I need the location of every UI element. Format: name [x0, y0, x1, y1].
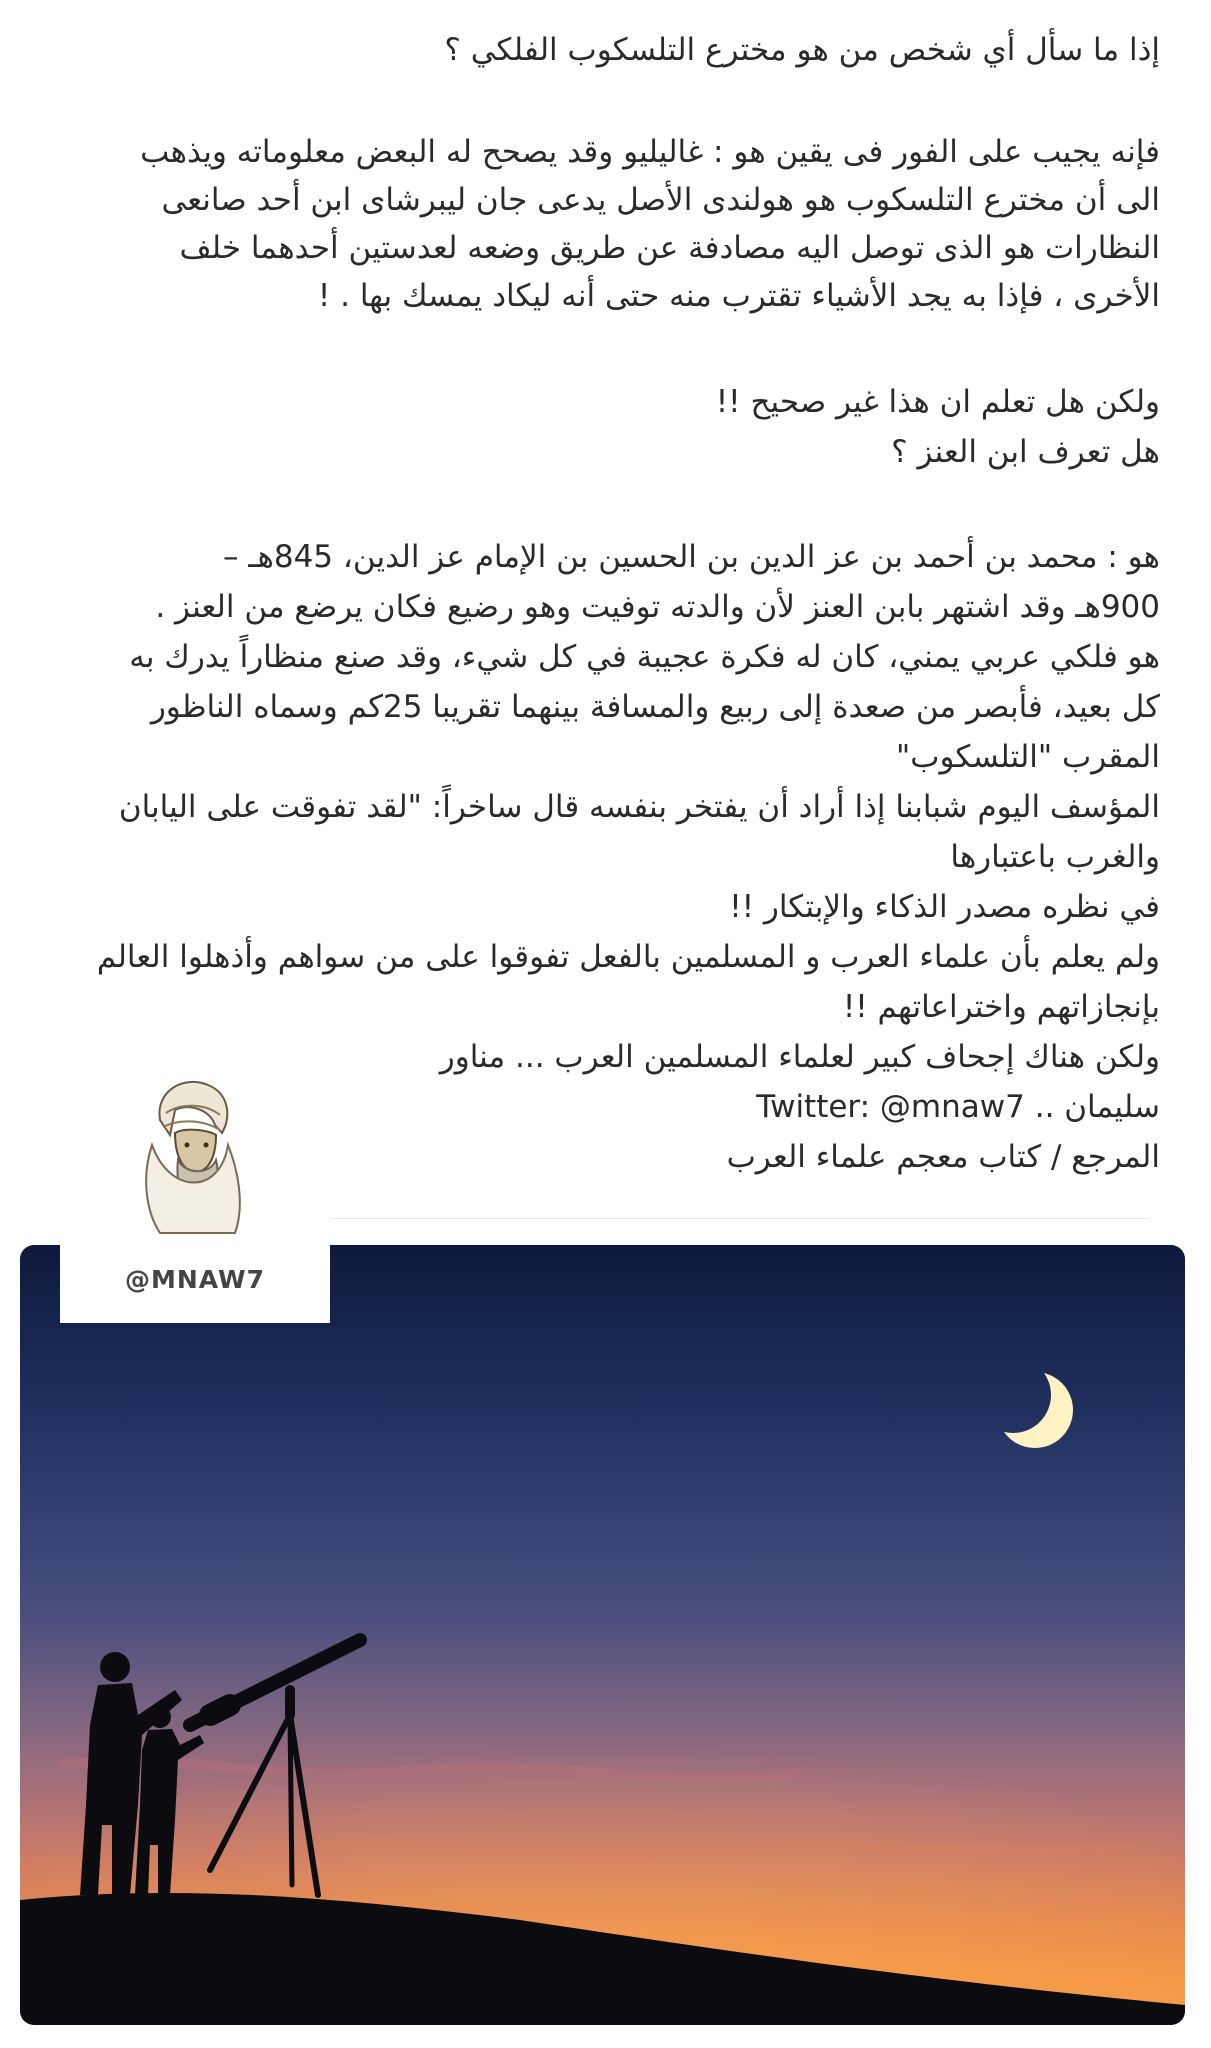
post-line: في نظره مصدر الذكاء والإبتكار !!	[729, 889, 1160, 925]
watermark-handle: @MNAW7	[125, 1265, 265, 1294]
post-line: ولكن هناك إجحاف كبير لعلماء المسلمين العرب ... مناور	[439, 1039, 1160, 1075]
telescope-scene	[20, 1245, 1185, 2025]
scholar-portrait-icon	[130, 1075, 250, 1235]
telescope-photo	[20, 1245, 1185, 2025]
post-line: المقرب "التلسكوب"	[896, 739, 1160, 775]
post-line: الأخرى ، فإذا به يجد الأشياء تقترب منه حتى أنه ليكاد يمسك بها . !	[317, 278, 1160, 314]
post-line: هو فلكي عربي يمني، كان له فكرة عجيبة في كل شيء، وقد صنع منظاراً يدرك به	[129, 639, 1160, 675]
post-line: الى أن مخترع التلسكوب هو هولندى الأصل يدعى جان ليبرشاى ابن أحد صانعى	[161, 182, 1160, 218]
post-line: فإنه يجيب على الفور فى يقين هو : غاليليو وقد يصحح له البعض معلوماته ويذهب	[140, 134, 1160, 170]
post-line: إذا ما سأل أي شخص من هو مخترع التلسكوب الفلكي ؟	[444, 32, 1160, 68]
post-line: 900هـ وقد اشتهر بابن العنز لأن والدته توفيت وهو رضيع فكان يرضع من العنز .	[155, 589, 1160, 625]
post-line: المؤسف اليوم شبابنا إذا أراد أن يفتخر بنفسه قال ساخراً: "لقد تفوقت على اليابان	[118, 789, 1160, 825]
post-line: هل تعرف ابن العنز ؟	[891, 434, 1160, 470]
post-line: بإنجازاتهم واختراعاتهم !!	[842, 989, 1160, 1025]
watermark-badge	[60, 1065, 330, 1323]
post-line: والغرب باعتبارها	[950, 839, 1160, 875]
post-line: النظارات هو الذى توصل اليه مصادفة عن طريق وضعه لعدستين أحدهما خلف	[179, 230, 1160, 266]
post-line: ولم يعلم بأن علماء العرب و المسلمين بالفعل تفوقوا على من سواهم وأذهلوا العالم	[96, 939, 1160, 975]
post-line: سليمان .. Twitter: @mnaw7	[756, 1089, 1160, 1125]
post-line: المرجع / كتاب معجم علماء العرب	[726, 1139, 1160, 1175]
post-line: كل بعيد، فأبصر من صعدة إلى ربيع والمسافة بينهما تقريبا 25كم وسماه الناظور	[150, 689, 1160, 725]
post-line: هو : محمد بن أحمد بن عز الدين بن الحسين بن الإمام عز الدين، 845هـ –	[223, 539, 1160, 575]
post-line: ولكن هل تعلم ان هذا غير صحيح !!	[715, 384, 1160, 420]
